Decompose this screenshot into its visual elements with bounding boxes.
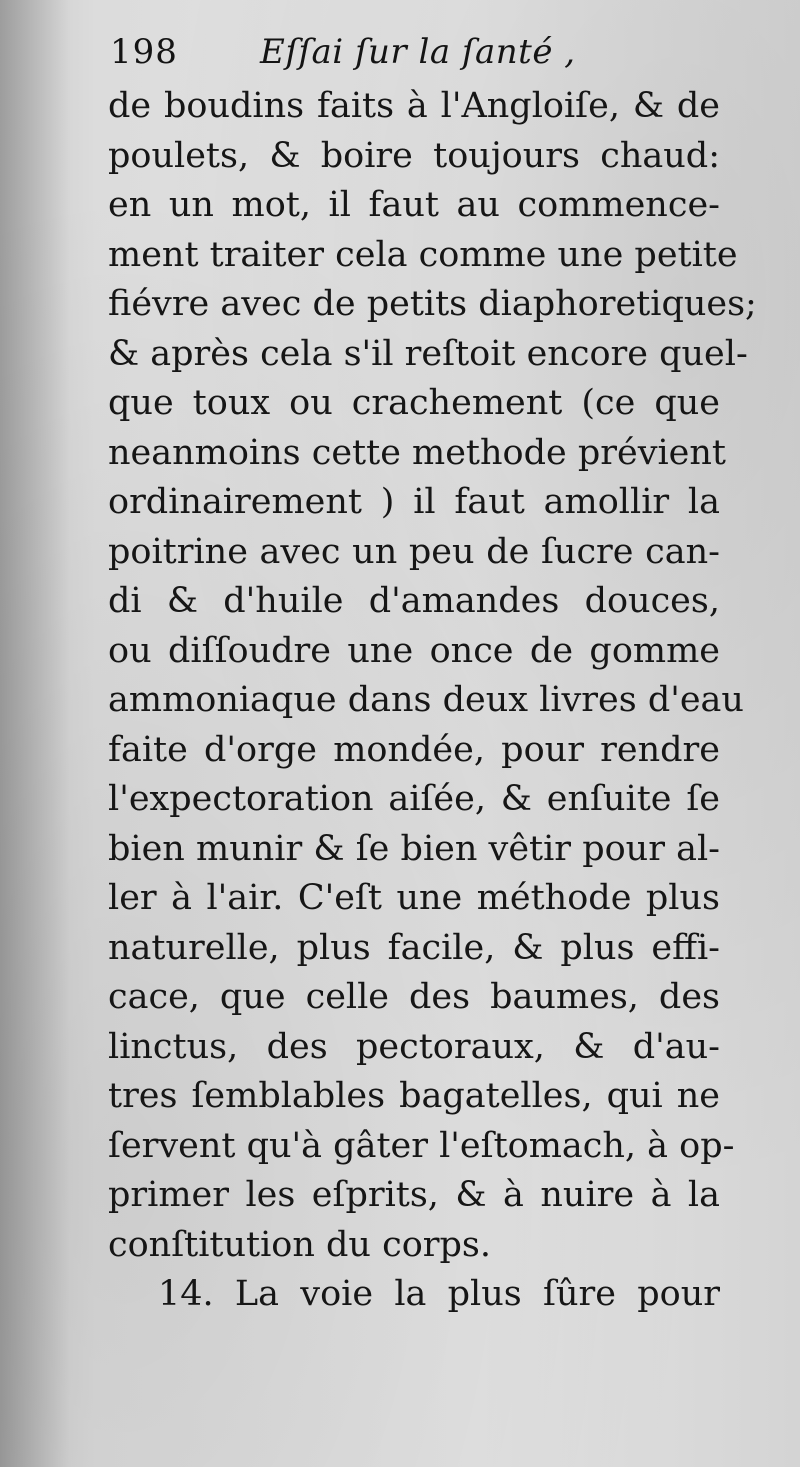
text-line: cace, que celle des baumes, des xyxy=(108,977,720,1017)
text-line: ou diſſoudre une once de gomme xyxy=(108,630,720,671)
text-line: l'expectoration aiſée, & enſuite ſe xyxy=(108,779,720,819)
text-line: poitrine avec un peu de ſucre can- xyxy=(108,531,720,572)
text-line: ſervent qu'à gâter l'eſtomach, à op- xyxy=(108,1125,735,1166)
text-line: di & d'huile d'amandes douces, xyxy=(108,581,720,621)
text-line: que toux ou crachement (ce que xyxy=(108,383,720,423)
text-line: linctus, des pectoraux, & d'au- xyxy=(108,1026,720,1067)
text-line: de boudins faits à l'Angloiſe, & de xyxy=(108,86,720,126)
text-line: ammoniaque dans deux livres d'eau xyxy=(108,680,744,720)
text-line: naturelle, plus facile, & plus effi- xyxy=(108,927,720,968)
text-line: fiévre avec de petits diaphoretiques; xyxy=(108,284,757,324)
text-line: ler à l'air. C'eſt une méthode plus xyxy=(108,878,720,918)
gutter-shadow xyxy=(0,0,70,1467)
text-line: en un mot, il faut au commence- xyxy=(108,185,720,225)
paragraph-start-line: 14. La voie la plus ſûre pour xyxy=(158,1274,720,1314)
text-line: ordinairement ) il faut amollir la xyxy=(108,482,720,522)
text-line: & après cela s'il reſtoit encore quel- xyxy=(108,333,748,374)
text-line: tres ſemblables bagatelles, qui ne xyxy=(108,1076,720,1116)
text-line: primer les eſprits, & à nuire à la xyxy=(108,1175,720,1215)
body-text xyxy=(108,82,757,1320)
page-header xyxy=(110,32,630,88)
text-line: faite d'orge mondée, pour rendre xyxy=(108,729,720,770)
text-line: poulets, & boire toujours chaud: xyxy=(108,135,720,176)
running-title: Eſſai ſur la ſanté , xyxy=(260,32,576,72)
text-line: bien munir & ſe bien vêtir pour al- xyxy=(108,828,720,869)
text-line: conſtitution du corps. xyxy=(108,1224,492,1265)
text-line: ment traiter cela comme une petite xyxy=(108,234,738,275)
text-line: neanmoins cette methode prévient xyxy=(108,432,726,473)
page-number: 198 xyxy=(110,32,178,72)
